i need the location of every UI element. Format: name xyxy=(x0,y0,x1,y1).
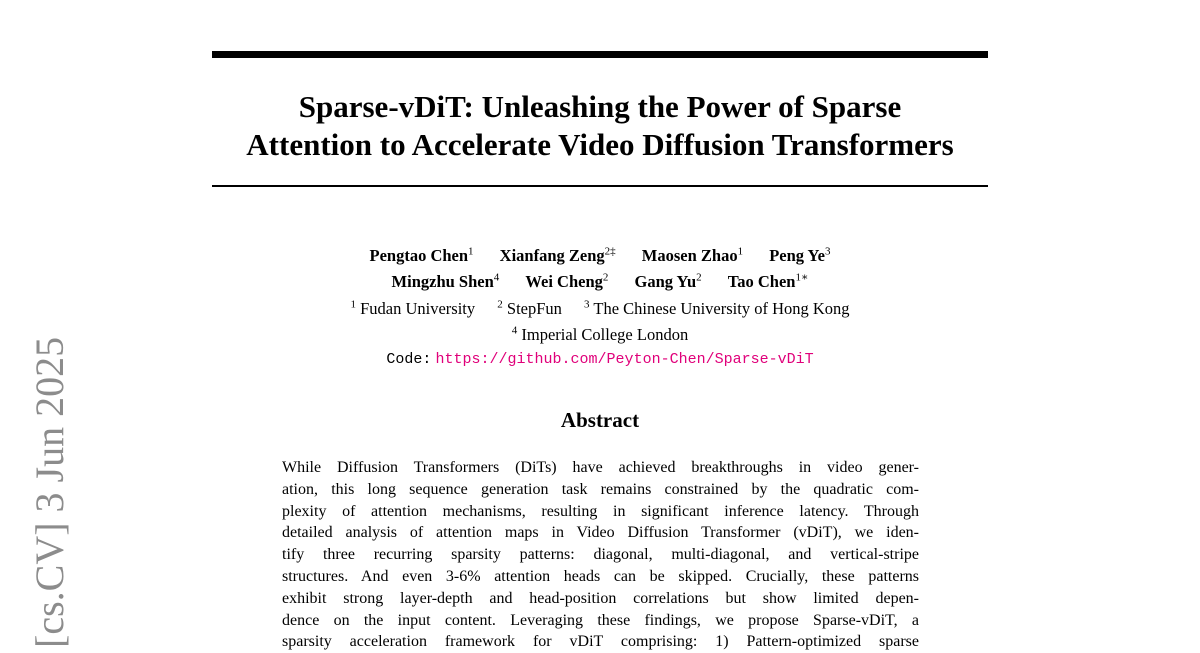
author-row-1 xyxy=(200,240,1000,267)
author-block xyxy=(200,240,1000,371)
affiliation-row-1 xyxy=(200,293,1000,320)
author: Wei Cheng$^2$ xyxy=(525,271,609,291)
affiliation: $^3$ The Chinese University of Hong Kong xyxy=(584,298,850,318)
abstract-line: tify three recurring sparsity patterns: diagonal, multi-diagonal, and vertical-stripe xyxy=(282,546,919,564)
affiliation-row-2 xyxy=(200,320,1000,347)
title-top-rule xyxy=(212,51,988,58)
author: Tao Chen$^{1∗}$ xyxy=(727,271,809,291)
paper-title-line-1: Sparse-vDiT: Unleashing the Power of Sparse xyxy=(298,89,902,124)
abstract-line: ation, this long sequence generation task remains constrained by the quadratic com- xyxy=(282,480,919,498)
abstract-line: exhibit strong layer-depth and head-position correlations but show limited depen- xyxy=(282,589,919,607)
code-link[interactable]: https://github.com/Peyton-Chen/Sparse-vDiT xyxy=(435,351,814,368)
abstract-line: structures. And even 3-6% attention heads can be skipped. Crucially, these patterns xyxy=(282,567,919,585)
author-row-2 xyxy=(200,267,1000,294)
abstract-heading: Abstract xyxy=(560,408,640,432)
abstract-line: sparsity acceleration framework for vDiT comprising: 1) Pattern-optimized sparse xyxy=(282,633,919,651)
affiliation: $^1$ Fudan University xyxy=(350,298,476,318)
author: Maosen Zhao$^1$ xyxy=(641,245,744,265)
author: Pengtao Chen$^1$ xyxy=(369,245,474,265)
title-bottom-rule xyxy=(212,185,988,187)
author: Mingzhu Shen$^4$ xyxy=(391,271,500,291)
code-label: Code: xyxy=(386,351,432,368)
abstract-line: dence on the input content. Leveraging these findings, we propose Sparse-vDiT, a xyxy=(282,611,919,629)
code-row xyxy=(200,346,1000,371)
affiliation: $^4$ Imperial College London xyxy=(511,324,689,344)
author: Gang Yu$^2$ xyxy=(634,271,702,291)
abstract-line: detailed analysis of attention maps in Video Diffusion Transformer (vDiT), we iden- xyxy=(282,524,919,542)
arxiv-side-stamp: [cs.CV] 3 Jun 2025 xyxy=(27,336,72,648)
author: Peng Ye$^3$ xyxy=(769,245,831,265)
abstract-line: While Diffusion Transformers (DiTs) have achieved breakthroughs in video gener- xyxy=(282,459,919,476)
paper-title xyxy=(200,88,1000,164)
paper-title-line-2: Attention to Accelerate Video Diffusion Transformers xyxy=(246,127,954,162)
abstract-line: plexity of attention mechanisms, resulting in significant inference latency. Through xyxy=(282,502,919,520)
author: Xianfang Zeng$^{2\ddagger}$ xyxy=(499,245,616,265)
affiliation: $^2$ StepFun xyxy=(497,298,562,318)
abstract-body xyxy=(282,457,919,653)
